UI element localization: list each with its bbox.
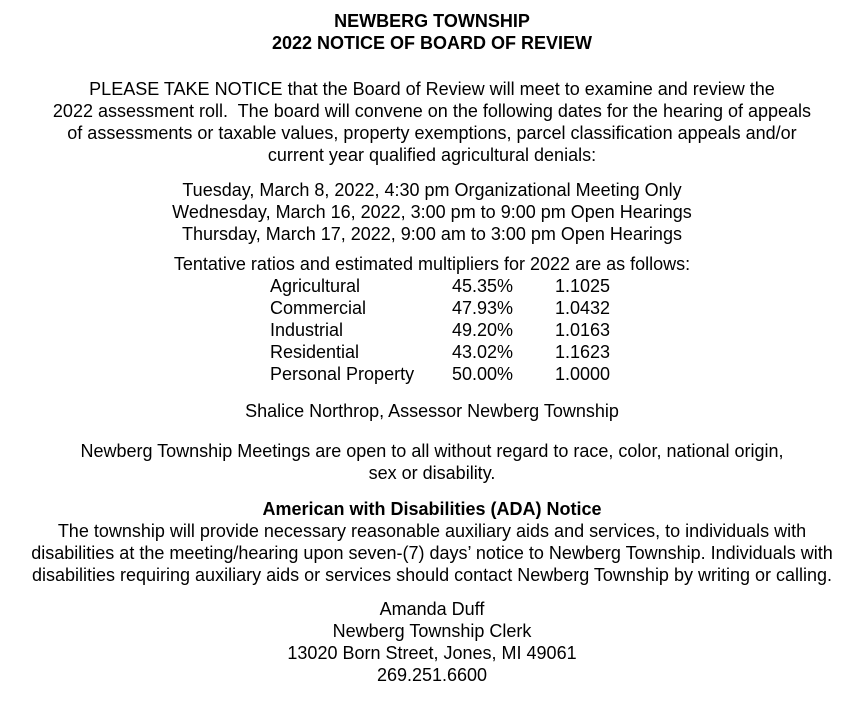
multiplier-cell: 1.0163 (555, 320, 611, 340)
meeting-date-line: Thursday, March 17, 2022, 9:00 am to 3:00 pm Open Hearings (182, 224, 682, 244)
intro-line: of assessments or taxable values, property exemptions, parcel classification appeals and/or (67, 123, 797, 143)
ratios-intro-line: Tentative ratios and estimated multipliers for 2022 are as follows: (173, 254, 691, 274)
clerk-contact-block (0, 598, 864, 686)
notice-title-line-1: NEWBERG TOWNSHIP (334, 11, 530, 31)
clerk-name: Amanda Duff (379, 599, 485, 619)
nondiscrimination-line: sex or disability. (368, 463, 496, 483)
assessor-signature (0, 400, 864, 422)
table-row (270, 341, 864, 363)
ada-notice-body-line: The township will provide necessary reasonable auxiliary aids and services, to individuals with (57, 521, 807, 541)
clerk-phone: 269.251.6600 (376, 665, 488, 685)
nondiscrimination-statement (0, 440, 864, 484)
table-row (270, 319, 864, 341)
notice-title (0, 10, 864, 54)
notice-title-line-2: 2022 NOTICE OF BOARD OF REVIEW (271, 33, 593, 53)
ratio-cell: 47.93% (452, 298, 514, 318)
category-cell: Agricultural (270, 276, 361, 296)
ada-notice-body-line: disabilities requiring auxiliary aids or services should contact Newberg Township by writing or calling. (31, 565, 833, 585)
ratio-cell: 45.35% (452, 276, 514, 296)
table-row (270, 297, 864, 319)
assessor-signature-line: Shalice Northrop, Assessor Newberg Township (245, 401, 619, 421)
category-cell: Commercial (270, 298, 367, 318)
ratios-section (0, 253, 864, 385)
intro-line: PLEASE TAKE NOTICE that the Board of Review will meet to examine and review the (89, 79, 775, 99)
meeting-date-line: Tuesday, March 8, 2022, 4:30 pm Organizational Meeting Only (182, 180, 682, 200)
category-cell: Residential (270, 342, 360, 362)
category-cell: Industrial (270, 320, 344, 340)
category-cell: Personal Property (270, 364, 415, 384)
ratio-cell: 43.02% (452, 342, 514, 362)
ratios-table (270, 275, 864, 385)
clerk-address: 13020 Born Street, Jones, MI 49061 (287, 643, 577, 663)
multiplier-cell: 1.1025 (555, 276, 611, 296)
multiplier-cell: 1.1623 (555, 342, 611, 362)
clerk-title: Newberg Township Clerk (332, 621, 532, 641)
nondiscrimination-line: Newberg Township Meetings are open to all without regard to race, color, national origin, (80, 441, 784, 461)
ada-notice-body-line: disabilities at the meeting/hearing upon seven-(7) days’ notice to Newberg Township. Individuals with (31, 543, 833, 563)
meeting-date-line: Wednesday, March 16, 2022, 3:00 pm to 9:00 pm Open Hearings (172, 202, 692, 222)
ratio-cell: 50.00% (452, 364, 514, 384)
ada-notice-section (0, 498, 864, 586)
table-row (270, 275, 864, 297)
multiplier-cell: 1.0432 (555, 298, 611, 318)
ada-notice-heading: American with Disabilities (ADA) Notice (262, 499, 602, 519)
meeting-schedule (0, 179, 864, 245)
table-row (270, 363, 864, 385)
intro-paragraph (0, 78, 864, 166)
ratio-cell: 49.20% (452, 320, 514, 340)
multiplier-cell: 1.0000 (555, 364, 611, 384)
intro-line: current year qualified agricultural denials: (267, 145, 597, 165)
intro-line: 2022 assessment roll. The board will convene on the following dates for the hearing of appeals (52, 101, 812, 121)
